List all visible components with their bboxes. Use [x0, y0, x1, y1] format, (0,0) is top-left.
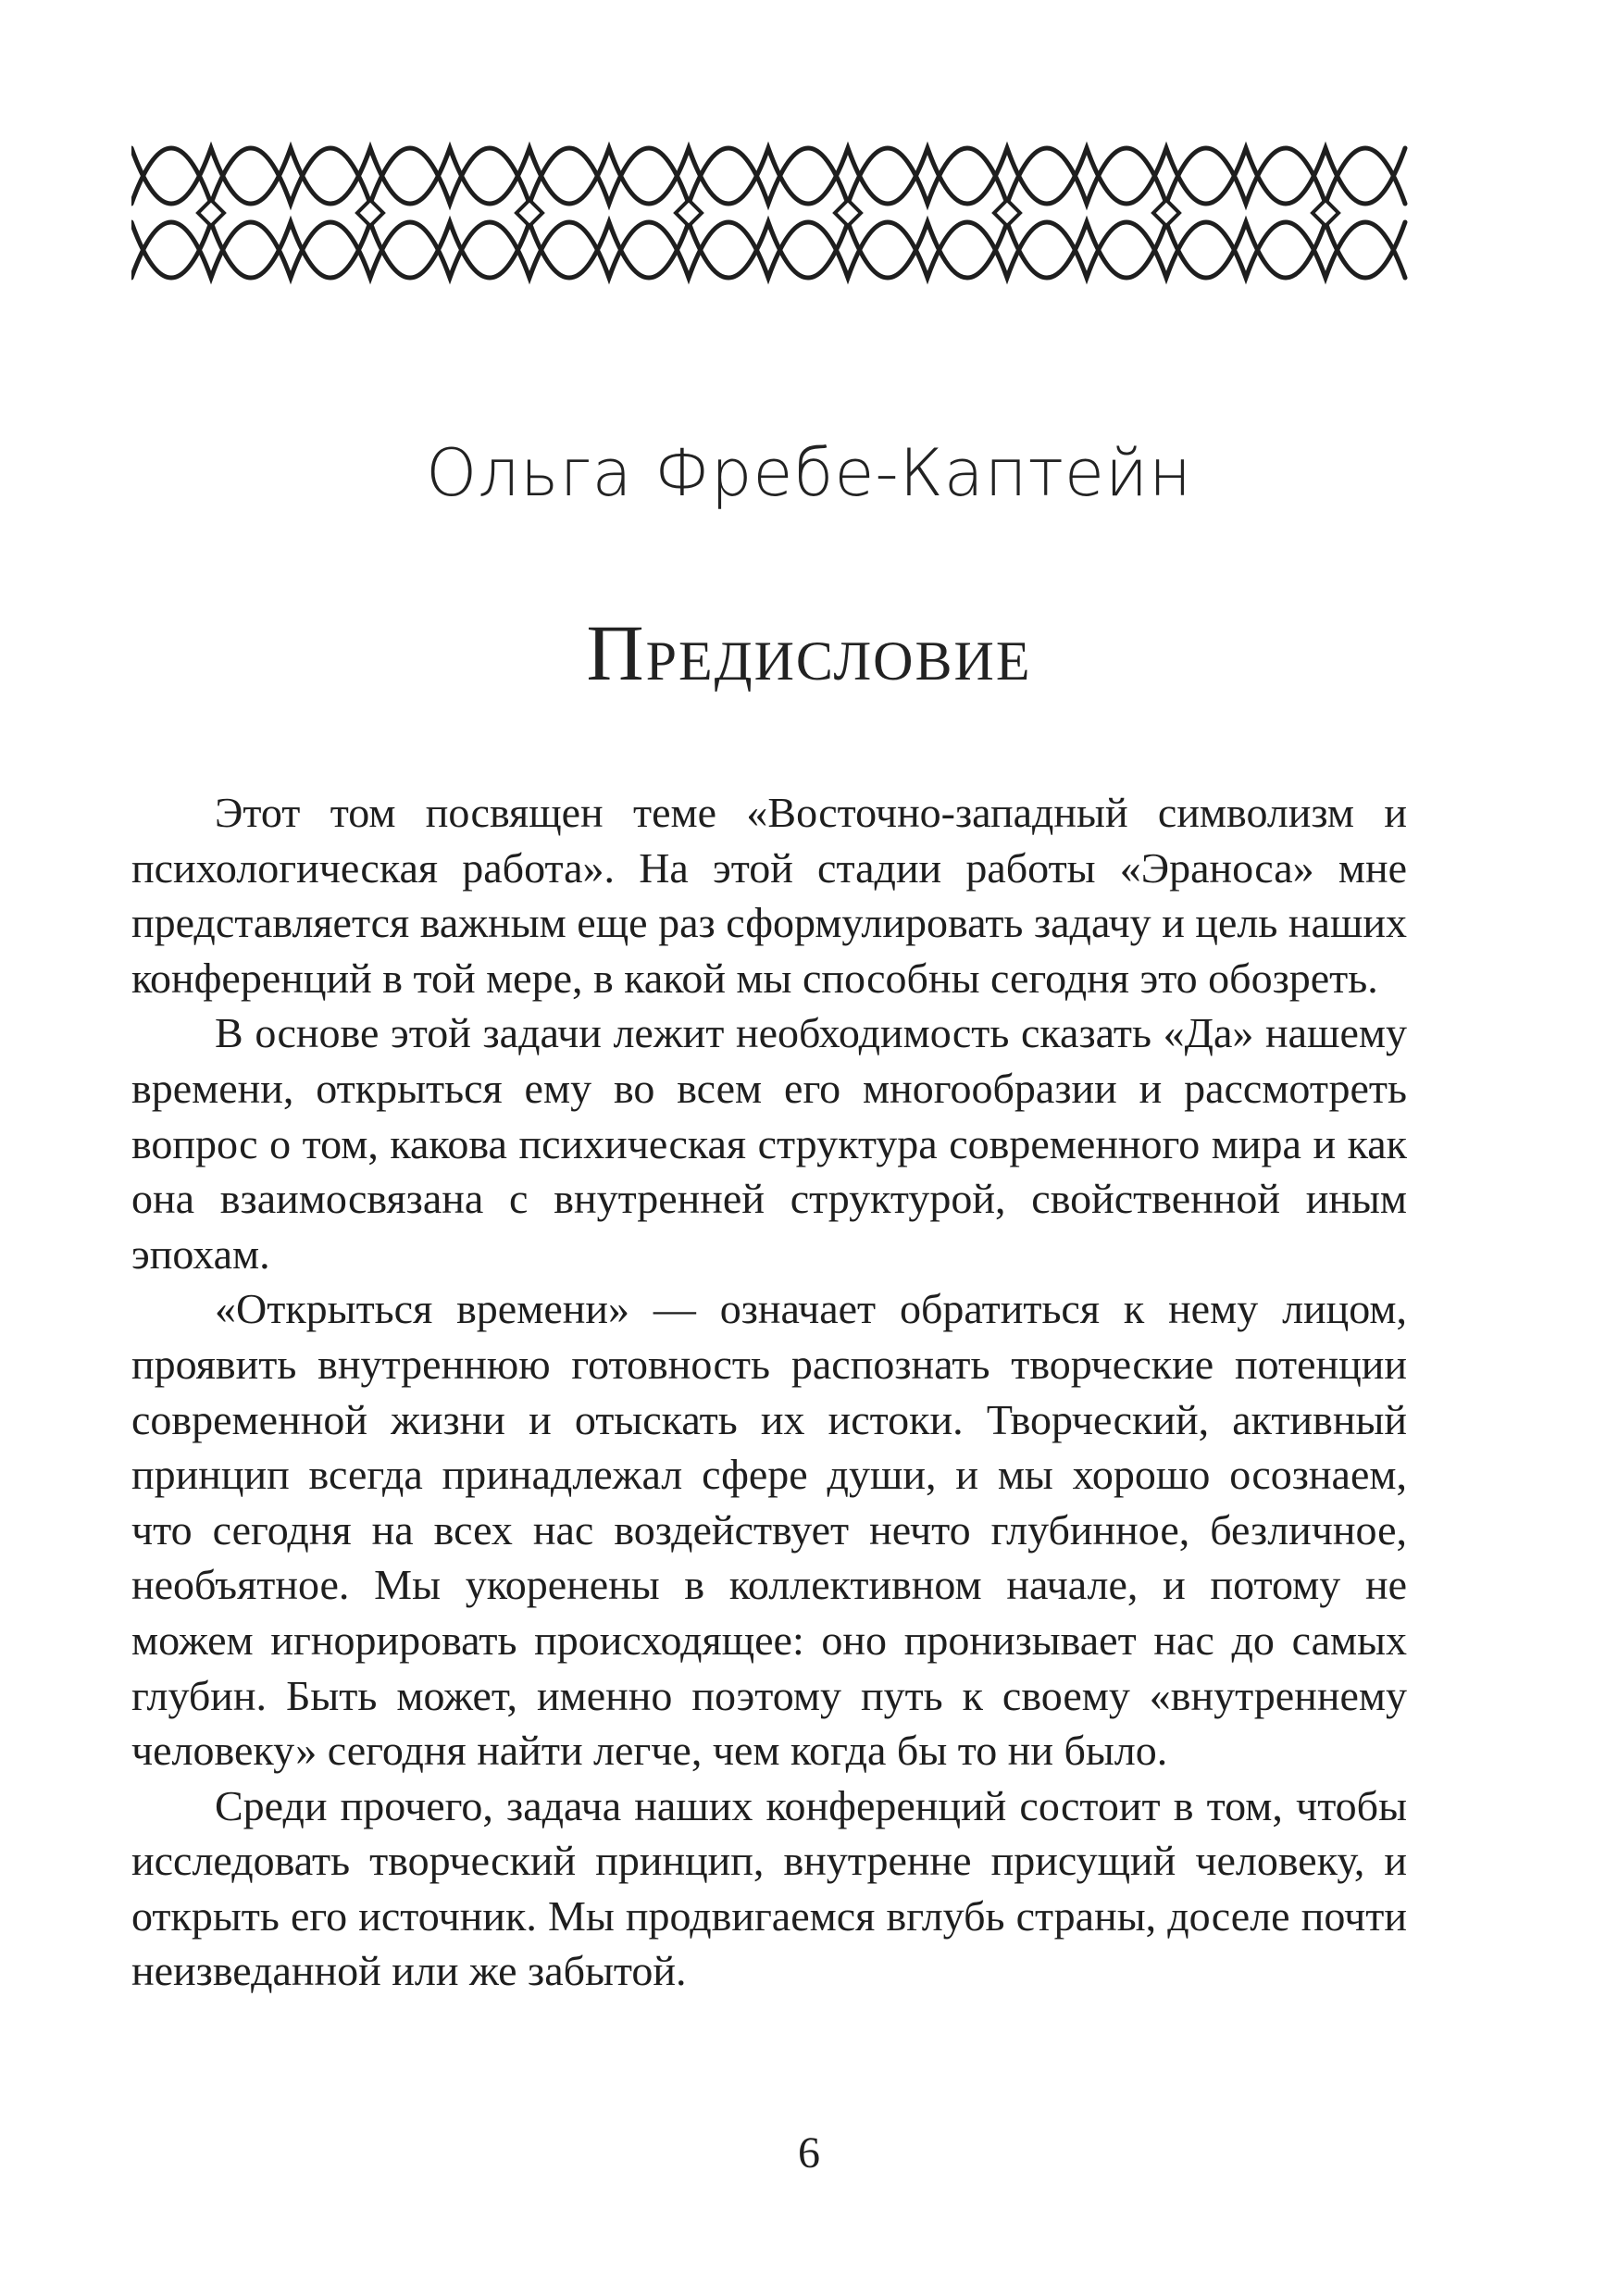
author-name: Ольга Фребе-Каптейн — [426, 435, 1192, 511]
paragraph: «Открыться времени» — означает обратиться к нему лицом, проявить внутреннюю готовность распознать творческие потенции современной жизни и отыскать их истоки. Творческий, активный принцип всегда принадлежал сфере души, и мы хорошо осознаем, что сегодня на всех нас воздействует нечто глубинное, безличное, необъятное. Мы укоренены в коллективном начале, и потому не можем игнорировать происходящее: оно пронизывает нас до самых глубин. Быть может, именно поэтому путь к своему «внутреннему человеку» сегодня найти легче, чем когда бы то ни было. — [131, 1285, 1407, 1775]
body-text — [131, 785, 1407, 1999]
paragraph: Среди прочего, задача наших конференций состоит в том, чтобы исследовать творческий принцип, внутренне присущий человеку, и открыть его источник. Мы продвигаемся вглубь страны, доселе почти неизведанной или же забытой. — [131, 1781, 1407, 1995]
interlaced-wave-ornament-icon — [131, 130, 1409, 296]
chapter-title: Предисловие — [586, 608, 1032, 697]
paragraph: В основе этой задачи лежит необходимость сказать «Да» нашему времени, открыться ему во всем его многообразии и рассмотреть вопрос о том, какова психическая структура современного мира и как она взаимосвязана с внутренней структурой, свойственной иным эпохам. — [131, 1009, 1407, 1278]
page-number: 6 — [798, 2128, 820, 2177]
paragraph: Этот том посвящен теме «Восточно-западный символизм и психологическая работа». На этой стадии работы «Эраноса» мне представляется важным еще раз сформулировать задачу и цель наших конференций в той мере, в какой мы способны сегодня это обозреть. — [131, 789, 1407, 1002]
